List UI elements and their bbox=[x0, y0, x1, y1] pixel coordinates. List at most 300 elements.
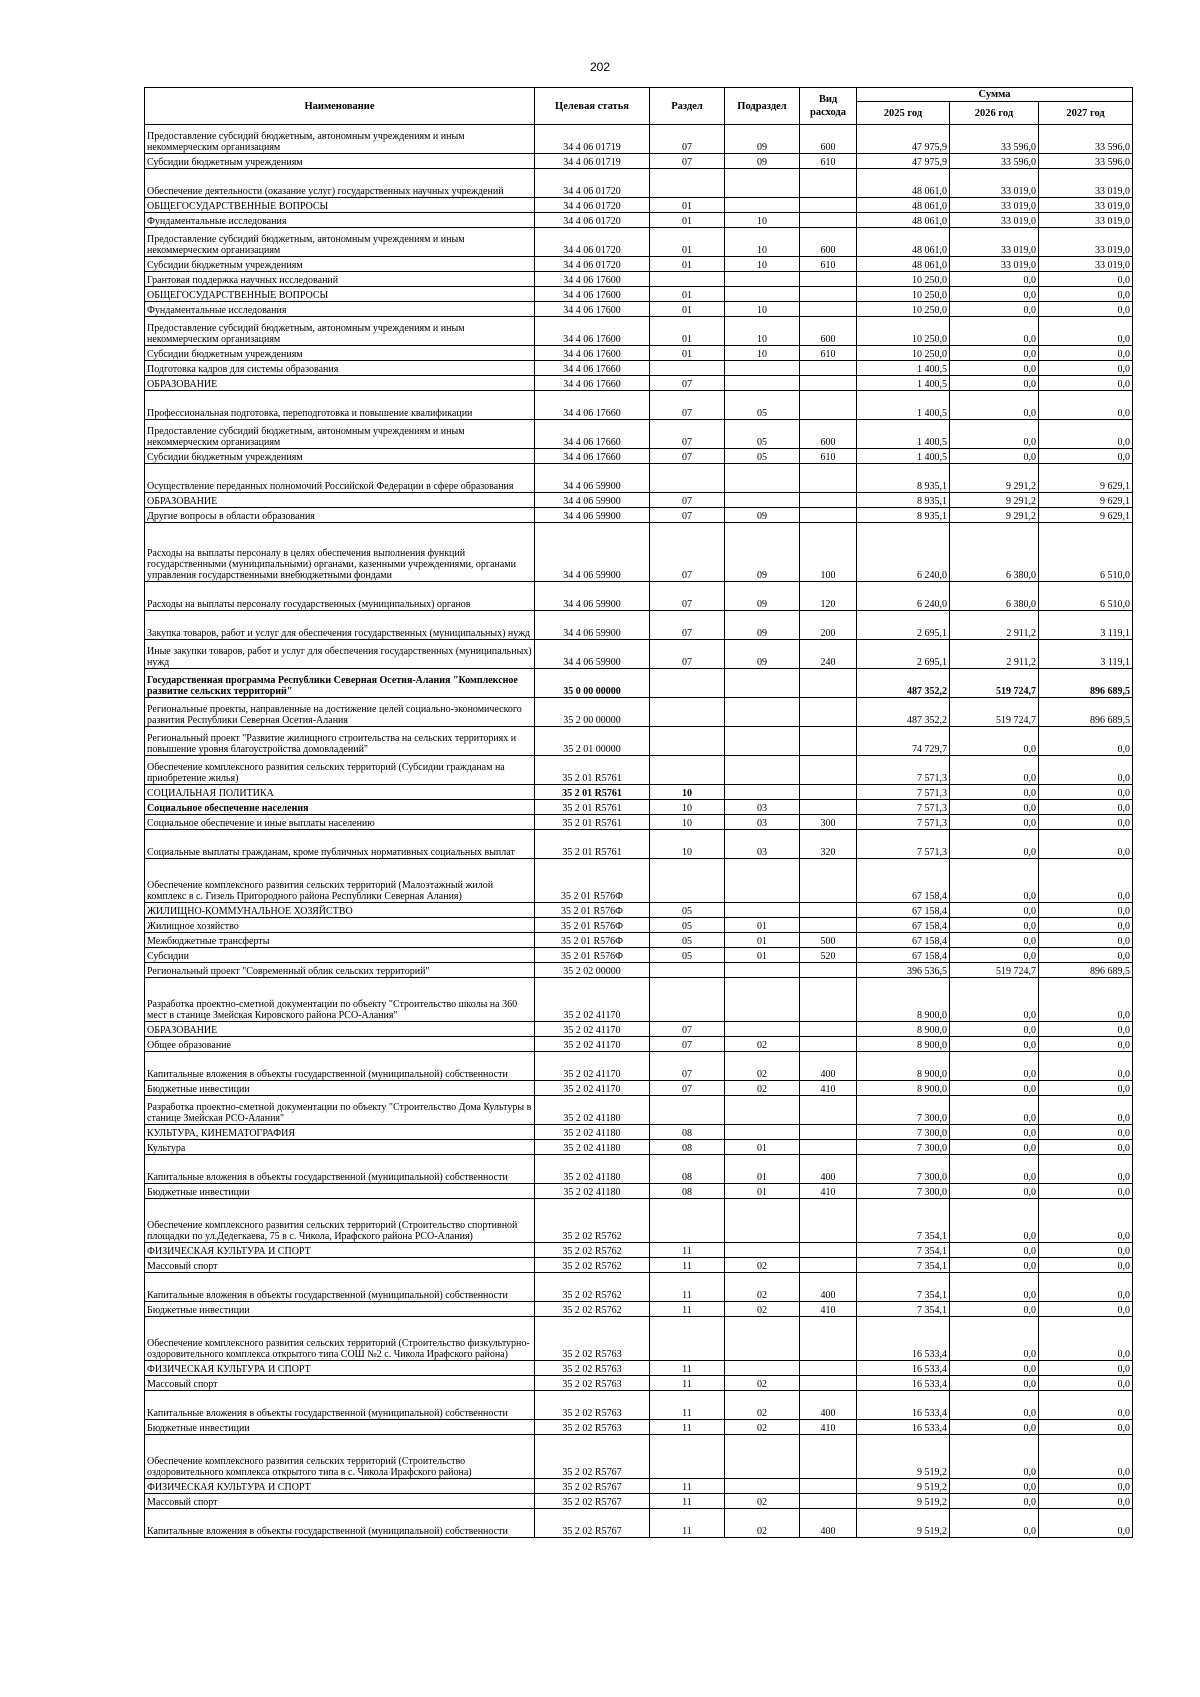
cell-name: Капитальные вложения в объекты государственной (муниципальной) собственности bbox=[145, 1052, 535, 1081]
cell-subsection: 09 bbox=[725, 611, 800, 640]
cell-target-code: 34 4 06 01720 bbox=[535, 169, 650, 198]
cell-sum-2026: 33 019,0 bbox=[950, 228, 1039, 257]
cell-expense-type bbox=[800, 198, 857, 213]
cell-subsection: 10 bbox=[725, 346, 800, 361]
cell-section: 10 bbox=[650, 830, 725, 859]
cell-expense-type: 520 bbox=[800, 948, 857, 963]
cell-name: Обеспечение комплексного развития сельских территорий (Субсидии гражданам на приобретение жилья) bbox=[145, 756, 535, 785]
cell-section: 07 bbox=[650, 154, 725, 169]
table-row bbox=[145, 903, 1133, 918]
table-row bbox=[145, 125, 1133, 154]
cell-name: ОБРАЗОВАНИЕ bbox=[145, 1022, 535, 1037]
cell-subsection: 02 bbox=[725, 1258, 800, 1273]
cell-sum-2025: 396 536,5 bbox=[857, 963, 950, 978]
header-type: Вид расхода bbox=[800, 88, 857, 125]
cell-expense-type: 600 bbox=[800, 317, 857, 346]
table-row bbox=[145, 1184, 1133, 1199]
cell-expense-type bbox=[800, 1037, 857, 1052]
table-row bbox=[145, 1509, 1133, 1538]
table-row bbox=[145, 523, 1133, 582]
cell-target-code: 34 4 06 17660 bbox=[535, 391, 650, 420]
cell-sum-2026: 0,0 bbox=[950, 918, 1039, 933]
table-row bbox=[145, 1125, 1133, 1140]
cell-target-code: 35 2 01 R576Ф bbox=[535, 948, 650, 963]
cell-sum-2026: 0,0 bbox=[950, 1273, 1039, 1302]
cell-subsection: 03 bbox=[725, 800, 800, 815]
cell-sum-2027: 0,0 bbox=[1039, 317, 1133, 346]
cell-section: 11 bbox=[650, 1420, 725, 1435]
cell-expense-type: 100 bbox=[800, 523, 857, 582]
cell-section bbox=[650, 361, 725, 376]
cell-expense-type bbox=[800, 963, 857, 978]
cell-sum-2027: 0,0 bbox=[1039, 1258, 1133, 1273]
table-row bbox=[145, 508, 1133, 523]
cell-subsection: 02 bbox=[725, 1420, 800, 1435]
cell-expense-type bbox=[800, 1494, 857, 1509]
cell-sum-2027: 0,0 bbox=[1039, 361, 1133, 376]
cell-sum-2025: 48 061,0 bbox=[857, 169, 950, 198]
cell-sum-2025: 7 300,0 bbox=[857, 1096, 950, 1125]
cell-expense-type bbox=[800, 213, 857, 228]
cell-expense-type bbox=[800, 1317, 857, 1361]
cell-expense-type: 600 bbox=[800, 228, 857, 257]
cell-section bbox=[650, 963, 725, 978]
cell-section: 05 bbox=[650, 903, 725, 918]
cell-section bbox=[650, 464, 725, 493]
cell-target-code: 34 4 06 59900 bbox=[535, 611, 650, 640]
cell-sum-2027: 0,0 bbox=[1039, 1376, 1133, 1391]
cell-sum-2027: 896 689,5 bbox=[1039, 698, 1133, 727]
cell-sum-2027: 0,0 bbox=[1039, 948, 1133, 963]
cell-expense-type bbox=[800, 1125, 857, 1140]
cell-expense-type bbox=[800, 508, 857, 523]
cell-sum-2026: 0,0 bbox=[950, 420, 1039, 449]
cell-section: 11 bbox=[650, 1479, 725, 1494]
cell-sum-2027: 0,0 bbox=[1039, 1273, 1133, 1302]
cell-subsection bbox=[725, 698, 800, 727]
cell-subsection bbox=[725, 963, 800, 978]
table-row bbox=[145, 978, 1133, 1022]
cell-target-code: 35 2 02 R5763 bbox=[535, 1317, 650, 1361]
cell-sum-2027: 0,0 bbox=[1039, 1125, 1133, 1140]
cell-sum-2027: 896 689,5 bbox=[1039, 963, 1133, 978]
cell-target-code: 34 4 06 17600 bbox=[535, 287, 650, 302]
cell-expense-type: 200 bbox=[800, 611, 857, 640]
cell-target-code: 34 4 06 01720 bbox=[535, 228, 650, 257]
cell-subsection: 05 bbox=[725, 391, 800, 420]
cell-expense-type bbox=[800, 727, 857, 756]
cell-subsection: 09 bbox=[725, 154, 800, 169]
cell-sum-2025: 67 158,4 bbox=[857, 918, 950, 933]
cell-section: 07 bbox=[650, 125, 725, 154]
cell-sum-2025: 48 061,0 bbox=[857, 257, 950, 272]
cell-section: 01 bbox=[650, 287, 725, 302]
cell-section bbox=[650, 978, 725, 1022]
cell-expense-type bbox=[800, 464, 857, 493]
cell-subsection: 01 bbox=[725, 933, 800, 948]
cell-subsection: 02 bbox=[725, 1273, 800, 1302]
cell-sum-2026: 519 724,7 bbox=[950, 669, 1039, 698]
cell-name: Массовый спорт bbox=[145, 1376, 535, 1391]
cell-subsection: 02 bbox=[725, 1509, 800, 1538]
cell-target-code: 34 4 06 17660 bbox=[535, 449, 650, 464]
cell-sum-2026: 9 291,2 bbox=[950, 508, 1039, 523]
cell-name: Обеспечение комплексного развития сельских территорий (Малоэтажный жилой комплекс в с. Гизель Пригородного района Республики Северная Алания) bbox=[145, 859, 535, 903]
cell-target-code: 35 2 02 R5767 bbox=[535, 1509, 650, 1538]
cell-target-code: 35 2 02 41170 bbox=[535, 978, 650, 1022]
cell-target-code: 35 2 01 R5761 bbox=[535, 756, 650, 785]
cell-target-code: 35 2 01 R5761 bbox=[535, 830, 650, 859]
table-row bbox=[145, 169, 1133, 198]
cell-sum-2026: 0,0 bbox=[950, 785, 1039, 800]
cell-subsection: 01 bbox=[725, 918, 800, 933]
cell-sum-2025: 8 900,0 bbox=[857, 978, 950, 1022]
cell-sum-2027: 0,0 bbox=[1039, 933, 1133, 948]
cell-subsection: 03 bbox=[725, 815, 800, 830]
cell-target-code: 35 2 02 R5763 bbox=[535, 1391, 650, 1420]
cell-name: Фундаментальные исследования bbox=[145, 302, 535, 317]
cell-sum-2027: 0,0 bbox=[1039, 756, 1133, 785]
cell-section: 07 bbox=[650, 1052, 725, 1081]
table-body bbox=[145, 125, 1133, 1538]
cell-name: Другие вопросы в области образования bbox=[145, 508, 535, 523]
cell-name: Социальные выплаты гражданам, кроме публичных нормативных социальных выплат bbox=[145, 830, 535, 859]
cell-sum-2025: 487 352,2 bbox=[857, 698, 950, 727]
table-row bbox=[145, 287, 1133, 302]
cell-subsection bbox=[725, 727, 800, 756]
cell-sum-2026: 9 291,2 bbox=[950, 493, 1039, 508]
table-row bbox=[145, 669, 1133, 698]
cell-sum-2025: 7 571,3 bbox=[857, 756, 950, 785]
table-row bbox=[145, 727, 1133, 756]
cell-target-code: 34 4 06 59900 bbox=[535, 582, 650, 611]
cell-sum-2026: 0,0 bbox=[950, 361, 1039, 376]
cell-section bbox=[650, 1317, 725, 1361]
cell-target-code: 35 2 02 R5767 bbox=[535, 1435, 650, 1479]
cell-sum-2026: 0,0 bbox=[950, 1096, 1039, 1125]
cell-sum-2025: 2 695,1 bbox=[857, 611, 950, 640]
cell-sum-2026: 33 596,0 bbox=[950, 154, 1039, 169]
table-row bbox=[145, 698, 1133, 727]
cell-sum-2027: 0,0 bbox=[1039, 1479, 1133, 1494]
table-row bbox=[145, 640, 1133, 669]
cell-target-code: 35 2 02 R5762 bbox=[535, 1243, 650, 1258]
cell-sum-2025: 1 400,5 bbox=[857, 391, 950, 420]
cell-sum-2027: 0,0 bbox=[1039, 391, 1133, 420]
cell-subsection: 02 bbox=[725, 1302, 800, 1317]
cell-subsection bbox=[725, 464, 800, 493]
cell-sum-2026: 0,0 bbox=[950, 859, 1039, 903]
table-row bbox=[145, 1052, 1133, 1081]
cell-sum-2027: 0,0 bbox=[1039, 1302, 1133, 1317]
cell-sum-2026: 0,0 bbox=[950, 376, 1039, 391]
cell-sum-2027: 33 019,0 bbox=[1039, 198, 1133, 213]
cell-subsection bbox=[725, 287, 800, 302]
cell-name: Бюджетные инвестиции bbox=[145, 1302, 535, 1317]
cell-name: Обеспечение деятельности (оказание услуг) государственных научных учреждений bbox=[145, 169, 535, 198]
table-row bbox=[145, 1317, 1133, 1361]
cell-section: 05 bbox=[650, 933, 725, 948]
cell-sum-2025: 16 533,4 bbox=[857, 1317, 950, 1361]
cell-sum-2025: 9 519,2 bbox=[857, 1494, 950, 1509]
cell-sum-2026: 0,0 bbox=[950, 1037, 1039, 1052]
cell-target-code: 35 2 02 R5763 bbox=[535, 1361, 650, 1376]
cell-sum-2027: 0,0 bbox=[1039, 1184, 1133, 1199]
cell-subsection: 10 bbox=[725, 302, 800, 317]
cell-subsection bbox=[725, 1199, 800, 1243]
cell-sum-2025: 7 354,1 bbox=[857, 1273, 950, 1302]
cell-expense-type: 410 bbox=[800, 1184, 857, 1199]
cell-sum-2025: 10 250,0 bbox=[857, 272, 950, 287]
table-row bbox=[145, 1081, 1133, 1096]
cell-name: ОБРАЗОВАНИЕ bbox=[145, 376, 535, 391]
header-code: Целевая статья bbox=[535, 88, 650, 125]
cell-subsection bbox=[725, 198, 800, 213]
cell-expense-type: 410 bbox=[800, 1420, 857, 1435]
cell-name: Государственная программа Республики Северная Осетия-Алания "Комплексное развитие сельских территорий" bbox=[145, 669, 535, 698]
cell-target-code: 35 2 02 41180 bbox=[535, 1184, 650, 1199]
cell-name: Бюджетные инвестиции bbox=[145, 1420, 535, 1435]
cell-expense-type bbox=[800, 1140, 857, 1155]
cell-name: Расходы на выплаты персоналу в целях обеспечения выполнения функций государственными (муниципальными) органами, казенными учреждениями, органами управления государственными внебюджетными фондами bbox=[145, 523, 535, 582]
cell-sum-2027: 0,0 bbox=[1039, 1435, 1133, 1479]
cell-subsection: 09 bbox=[725, 125, 800, 154]
header-sum: Сумма bbox=[857, 88, 1133, 102]
cell-sum-2025: 16 533,4 bbox=[857, 1376, 950, 1391]
cell-sum-2025: 16 533,4 bbox=[857, 1420, 950, 1435]
cell-sum-2025: 7 300,0 bbox=[857, 1184, 950, 1199]
cell-sum-2027: 33 019,0 bbox=[1039, 257, 1133, 272]
cell-name: ФИЗИЧЕСКАЯ КУЛЬТУРА И СПОРТ bbox=[145, 1243, 535, 1258]
cell-sum-2025: 7 354,1 bbox=[857, 1258, 950, 1273]
cell-sum-2027: 0,0 bbox=[1039, 1317, 1133, 1361]
cell-expense-type bbox=[800, 918, 857, 933]
cell-expense-type: 240 bbox=[800, 640, 857, 669]
table-row bbox=[145, 611, 1133, 640]
cell-target-code: 35 0 00 00000 bbox=[535, 669, 650, 698]
cell-sum-2027: 0,0 bbox=[1039, 1081, 1133, 1096]
cell-subsection bbox=[725, 272, 800, 287]
cell-sum-2026: 33 019,0 bbox=[950, 198, 1039, 213]
cell-expense-type: 400 bbox=[800, 1273, 857, 1302]
cell-section: 07 bbox=[650, 1037, 725, 1052]
table-row bbox=[145, 963, 1133, 978]
cell-sum-2027: 0,0 bbox=[1039, 1037, 1133, 1052]
cell-sum-2025: 10 250,0 bbox=[857, 317, 950, 346]
cell-sum-2026: 0,0 bbox=[950, 815, 1039, 830]
table-row bbox=[145, 859, 1133, 903]
table-row bbox=[145, 272, 1133, 287]
table-row bbox=[145, 1302, 1133, 1317]
table-row bbox=[145, 918, 1133, 933]
cell-target-code: 34 4 06 01720 bbox=[535, 257, 650, 272]
cell-sum-2027: 6 510,0 bbox=[1039, 582, 1133, 611]
cell-subsection: 02 bbox=[725, 1037, 800, 1052]
cell-sum-2025: 47 975,9 bbox=[857, 125, 950, 154]
cell-target-code: 34 4 06 17600 bbox=[535, 346, 650, 361]
cell-name: Подготовка кадров для системы образования bbox=[145, 361, 535, 376]
cell-section: 07 bbox=[650, 391, 725, 420]
cell-section: 01 bbox=[650, 302, 725, 317]
cell-name: Разработка проектно-сметной документации по объекту "Строительство Дома Культуры в станице Змейская РСО-Алания" bbox=[145, 1096, 535, 1125]
cell-name: ОБРАЗОВАНИЕ bbox=[145, 493, 535, 508]
cell-subsection bbox=[725, 169, 800, 198]
table-row bbox=[145, 213, 1133, 228]
cell-expense-type bbox=[800, 272, 857, 287]
cell-sum-2027: 0,0 bbox=[1039, 287, 1133, 302]
table-row bbox=[145, 830, 1133, 859]
table-row bbox=[145, 1243, 1133, 1258]
cell-subsection: 01 bbox=[725, 948, 800, 963]
table-row bbox=[145, 228, 1133, 257]
cell-sum-2025: 9 519,2 bbox=[857, 1509, 950, 1538]
cell-target-code: 35 2 02 41170 bbox=[535, 1037, 650, 1052]
cell-sum-2026: 0,0 bbox=[950, 449, 1039, 464]
cell-name: Предоставление субсидий бюджетным, автономным учреждениям и иным некоммерческим организациям bbox=[145, 317, 535, 346]
table-row bbox=[145, 1096, 1133, 1125]
cell-sum-2025: 7 300,0 bbox=[857, 1125, 950, 1140]
cell-expense-type bbox=[800, 1199, 857, 1243]
table-row bbox=[145, 1361, 1133, 1376]
cell-section: 07 bbox=[650, 1081, 725, 1096]
cell-expense-type bbox=[800, 287, 857, 302]
cell-name: Осуществление переданных полномочий Российской Федерации в сфере образования bbox=[145, 464, 535, 493]
cell-section: 07 bbox=[650, 1022, 725, 1037]
cell-sum-2026: 0,0 bbox=[950, 1509, 1039, 1538]
cell-sum-2027: 0,0 bbox=[1039, 978, 1133, 1022]
cell-target-code: 34 4 06 59900 bbox=[535, 523, 650, 582]
table-row bbox=[145, 391, 1133, 420]
cell-sum-2027: 0,0 bbox=[1039, 272, 1133, 287]
cell-expense-type: 500 bbox=[800, 933, 857, 948]
table-row bbox=[145, 1391, 1133, 1420]
cell-sum-2027: 0,0 bbox=[1039, 1494, 1133, 1509]
cell-subsection: 02 bbox=[725, 1081, 800, 1096]
cell-target-code: 35 2 02 R5767 bbox=[535, 1494, 650, 1509]
cell-section bbox=[650, 272, 725, 287]
cell-name: ЖИЛИЩНО-КОММУНАЛЬНОЕ ХОЗЯЙСТВО bbox=[145, 903, 535, 918]
cell-sum-2025: 16 533,4 bbox=[857, 1361, 950, 1376]
cell-sum-2027: 33 019,0 bbox=[1039, 228, 1133, 257]
cell-sum-2025: 1 400,5 bbox=[857, 420, 950, 449]
table-row bbox=[145, 1420, 1133, 1435]
cell-sum-2026: 0,0 bbox=[950, 391, 1039, 420]
cell-sum-2025: 48 061,0 bbox=[857, 213, 950, 228]
cell-target-code: 35 2 02 R5762 bbox=[535, 1199, 650, 1243]
cell-expense-type: 600 bbox=[800, 420, 857, 449]
cell-name: Общее образование bbox=[145, 1037, 535, 1052]
cell-sum-2025: 6 240,0 bbox=[857, 582, 950, 611]
table-row bbox=[145, 933, 1133, 948]
cell-target-code: 34 4 06 01719 bbox=[535, 154, 650, 169]
cell-name: Субсидии бюджетным учреждениям bbox=[145, 346, 535, 361]
cell-sum-2026: 0,0 bbox=[950, 756, 1039, 785]
cell-section bbox=[650, 1435, 725, 1479]
cell-sum-2026: 0,0 bbox=[950, 302, 1039, 317]
table-row bbox=[145, 198, 1133, 213]
cell-sum-2027: 0,0 bbox=[1039, 815, 1133, 830]
header-section: Раздел bbox=[650, 88, 725, 125]
cell-sum-2025: 8 900,0 bbox=[857, 1037, 950, 1052]
cell-expense-type bbox=[800, 1435, 857, 1479]
table-row bbox=[145, 257, 1133, 272]
table-row bbox=[145, 1140, 1133, 1155]
cell-sum-2027: 0,0 bbox=[1039, 1420, 1133, 1435]
cell-sum-2025: 48 061,0 bbox=[857, 198, 950, 213]
cell-name: Бюджетные инвестиции bbox=[145, 1184, 535, 1199]
cell-subsection bbox=[725, 1317, 800, 1361]
cell-name: Капитальные вложения в объекты государственной (муниципальной) собственности bbox=[145, 1509, 535, 1538]
cell-sum-2025: 2 695,1 bbox=[857, 640, 950, 669]
cell-expense-type: 300 bbox=[800, 815, 857, 830]
table-row bbox=[145, 1199, 1133, 1243]
cell-subsection bbox=[725, 1435, 800, 1479]
cell-subsection: 09 bbox=[725, 523, 800, 582]
cell-sum-2025: 67 158,4 bbox=[857, 903, 950, 918]
cell-subsection: 09 bbox=[725, 582, 800, 611]
cell-sum-2027: 0,0 bbox=[1039, 830, 1133, 859]
cell-expense-type: 320 bbox=[800, 830, 857, 859]
cell-name: КУЛЬТУРА, КИНЕМАТОГРАФИЯ bbox=[145, 1125, 535, 1140]
cell-name: Обеспечение комплексного развития сельских территорий (Строительство спортивной площадки по ул.Дедегкаева, 75 в с. Чикола, Ирафского района РСО-Алания) bbox=[145, 1199, 535, 1243]
cell-section bbox=[650, 859, 725, 903]
table-row bbox=[145, 582, 1133, 611]
cell-expense-type bbox=[800, 785, 857, 800]
cell-section: 11 bbox=[650, 1243, 725, 1258]
cell-sum-2026: 2 911,2 bbox=[950, 640, 1039, 669]
cell-name: ФИЗИЧЕСКАЯ КУЛЬТУРА И СПОРТ bbox=[145, 1479, 535, 1494]
cell-target-code: 35 2 00 00000 bbox=[535, 698, 650, 727]
cell-sum-2027: 0,0 bbox=[1039, 1052, 1133, 1081]
cell-sum-2026: 0,0 bbox=[950, 1317, 1039, 1361]
cell-subsection bbox=[725, 1361, 800, 1376]
cell-subsection: 01 bbox=[725, 1184, 800, 1199]
cell-target-code: 35 2 02 41180 bbox=[535, 1140, 650, 1155]
cell-target-code: 34 4 06 17600 bbox=[535, 317, 650, 346]
header-year-2026: 2026 год bbox=[950, 102, 1039, 125]
cell-sum-2026: 519 724,7 bbox=[950, 698, 1039, 727]
cell-name: Субсидии bbox=[145, 948, 535, 963]
cell-expense-type bbox=[800, 800, 857, 815]
cell-sum-2025: 7 571,3 bbox=[857, 815, 950, 830]
cell-expense-type: 410 bbox=[800, 1081, 857, 1096]
cell-sum-2025: 7 354,1 bbox=[857, 1243, 950, 1258]
cell-name: Грантовая поддержка научных исследований bbox=[145, 272, 535, 287]
cell-section: 05 bbox=[650, 918, 725, 933]
cell-subsection bbox=[725, 1125, 800, 1140]
cell-section: 11 bbox=[650, 1391, 725, 1420]
cell-name: Субсидии бюджетным учреждениям bbox=[145, 257, 535, 272]
cell-name: Региональный проект "Современный облик сельских территорий" bbox=[145, 963, 535, 978]
cell-name: Социальное обеспечение и иные выплаты населению bbox=[145, 815, 535, 830]
cell-subsection: 05 bbox=[725, 449, 800, 464]
cell-expense-type bbox=[800, 1022, 857, 1037]
cell-section: 08 bbox=[650, 1140, 725, 1155]
cell-subsection bbox=[725, 361, 800, 376]
cell-target-code: 34 4 06 17600 bbox=[535, 302, 650, 317]
cell-target-code: 35 2 01 R576Ф bbox=[535, 859, 650, 903]
cell-sum-2027: 0,0 bbox=[1039, 918, 1133, 933]
cell-subsection: 09 bbox=[725, 508, 800, 523]
cell-sum-2025: 10 250,0 bbox=[857, 346, 950, 361]
cell-section bbox=[650, 727, 725, 756]
cell-expense-type: 610 bbox=[800, 257, 857, 272]
cell-section: 07 bbox=[650, 640, 725, 669]
cell-section: 11 bbox=[650, 1361, 725, 1376]
cell-expense-type: 400 bbox=[800, 1509, 857, 1538]
cell-subsection: 01 bbox=[725, 1155, 800, 1184]
cell-section: 01 bbox=[650, 317, 725, 346]
